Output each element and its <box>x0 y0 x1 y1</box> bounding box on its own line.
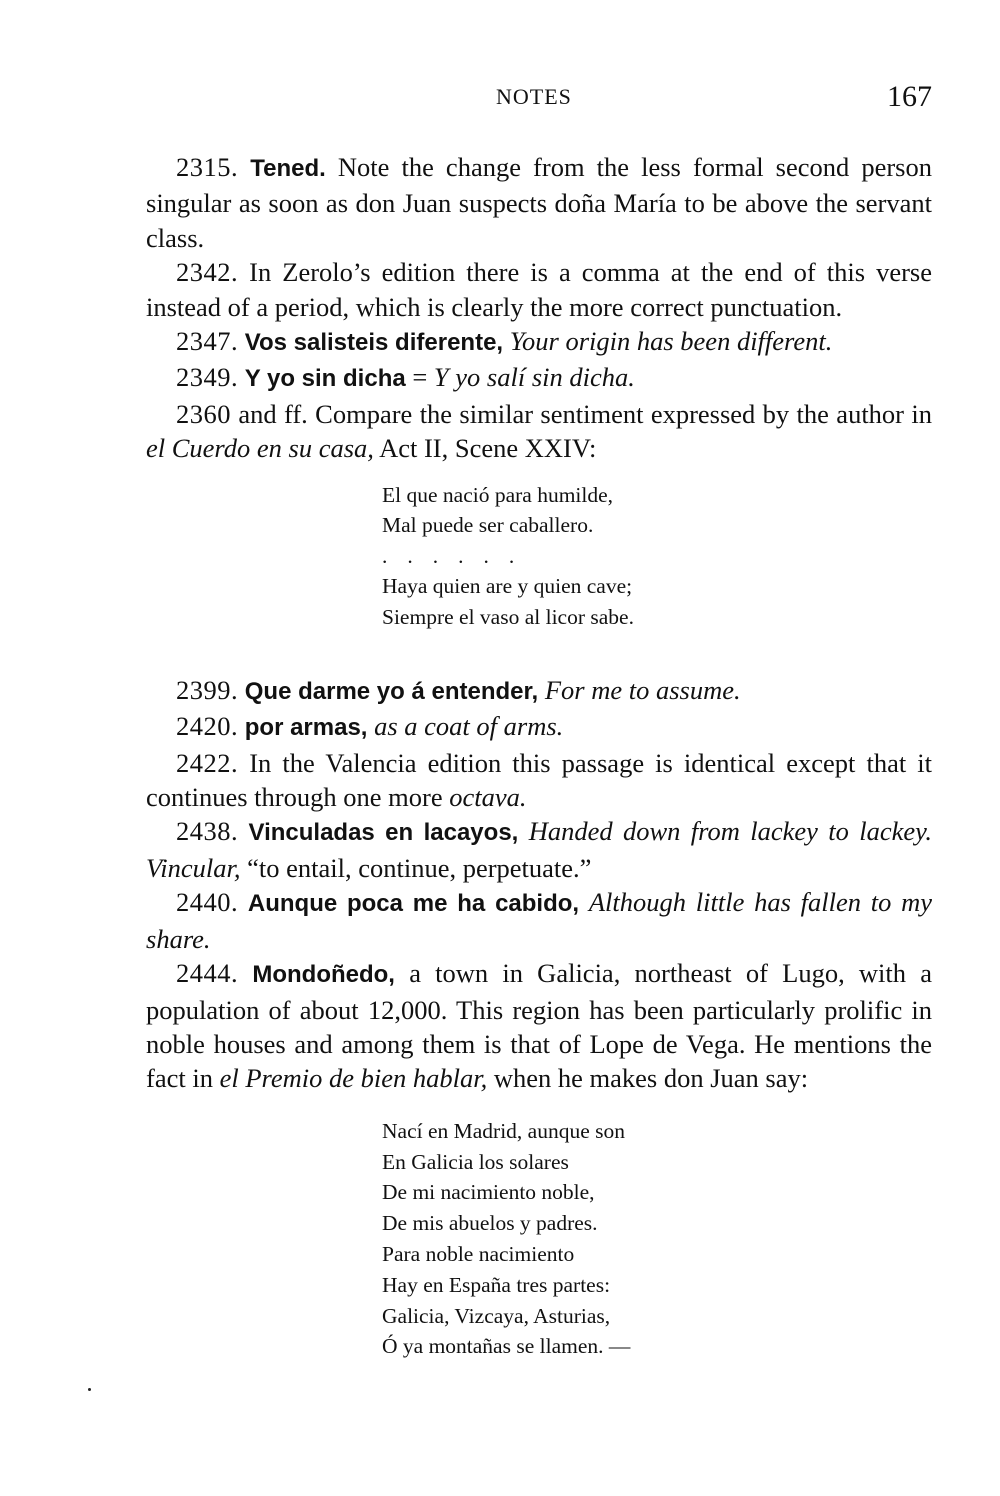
note-2440 <box>146 885 932 956</box>
lemma: por armas, <box>244 714 368 742</box>
verse-number: 2438. <box>176 816 239 847</box>
lemma: Vinculadas en lacayos, <box>248 819 519 847</box>
verse-line: Ó ya montañas se llamen. — <box>382 1334 631 1359</box>
gloss: Your origin has been different. <box>509 326 833 357</box>
note-2342 <box>146 255 932 324</box>
verse-number: 2349. <box>176 362 239 393</box>
gloss: Although little has fallen to my share. <box>146 887 932 954</box>
note-2438 <box>146 814 932 885</box>
note-text: In Zerolo’s edition there is a comma at the end of this verse instead of a period, which is clearly the more correct punctuation. <box>146 257 932 322</box>
note-2399 <box>146 673 932 709</box>
note-2347 <box>146 324 932 360</box>
notes-body <box>146 150 932 1362</box>
note-text: In the Valencia edition this passage is identical except that it continues through one more <box>146 747 932 813</box>
lemma: Mondoñedo, <box>252 961 395 989</box>
term: Vincular, <box>146 852 241 883</box>
note-2360 <box>146 397 932 466</box>
verse-number: 2347. <box>176 326 239 357</box>
lemma: Tened. <box>250 155 326 182</box>
note-text: when he makes don Juan say: <box>487 1063 809 1094</box>
verse-line: De mi nacimiento noble, <box>382 1180 595 1205</box>
verse-number: 2420. <box>176 711 239 742</box>
verse-number: 2422. <box>176 747 239 778</box>
lemma: Aunque poca me ha cabido, <box>247 890 580 918</box>
note-2420 <box>146 709 932 745</box>
verse-line: Galicia, Vizcaya, Asturias, <box>382 1303 611 1328</box>
verse-line: El que nació para humilde, <box>382 482 614 507</box>
verse-line: Mal puede ser caballero. <box>382 513 594 538</box>
term: octava. <box>449 782 527 813</box>
verse-line: Nací en Madrid, aunque son <box>382 1118 625 1143</box>
note-2315 <box>146 150 932 255</box>
verse-quotation <box>146 1116 932 1362</box>
verse-number: 2440. <box>176 887 239 918</box>
lemma: Vos salisteis diferente, <box>244 329 504 357</box>
lemma: Que darme yo á entender, <box>244 677 539 705</box>
note-2444 <box>146 956 932 1096</box>
gloss: as a coat of arms. <box>374 711 564 742</box>
note-text: Note the change from the less formal second person singular as soon as don Juan suspects doña María to be above the servant class. <box>146 152 933 253</box>
verse-number: 2342. <box>176 257 239 288</box>
verse-quotation <box>146 480 932 633</box>
spacer <box>146 633 932 673</box>
equals-sign: = <box>405 362 434 393</box>
gloss: Y yo salí sin dicha. <box>433 362 635 393</box>
verse-number: 2315. <box>176 152 239 182</box>
note-text: “to entail, continue, perpetuate.” <box>240 852 592 883</box>
gloss: Handed down from lackey to lackey. <box>528 816 933 847</box>
verse-line: Siempre el vaso al licor sabe. <box>382 605 634 630</box>
note-text: a town in Galicia, northeast of Lugo, with a population of about 12,000. This region has been particularly prolific in noble houses and among them is that of Lope de Vega. He mentions the fact in <box>146 958 932 1094</box>
note-text: Act II, Scene XXIV: <box>373 433 597 464</box>
verse-number: 2444. <box>176 958 239 989</box>
ellipsis-dots: ...... <box>382 544 535 569</box>
running-head: NOTES <box>496 84 572 109</box>
work-title: el Premio de bien hablar, <box>219 1063 488 1094</box>
note-2349 <box>146 360 932 396</box>
verse-number: 2360 <box>176 398 231 429</box>
note-text: and ff. Compare the similar sentiment expressed by the author in <box>231 398 932 429</box>
verse-line: En Galicia los solares <box>382 1149 569 1174</box>
page-number: 167 <box>887 80 932 113</box>
print-speck <box>88 1388 91 1391</box>
verse-line: Para noble nacimiento <box>382 1241 575 1266</box>
work-title: el Cuerdo en su casa, <box>146 433 374 464</box>
gloss: For me to assume. <box>544 674 741 705</box>
verse-number: 2399. <box>176 674 239 705</box>
note-2422 <box>146 746 932 815</box>
verse-line: Hay en España tres partes: <box>382 1272 611 1297</box>
lemma: Y yo sin dicha <box>244 365 406 393</box>
verse-line: De mis abuelos y padres. <box>382 1211 598 1236</box>
verse-line: Haya quien are y quien cave; <box>382 574 633 599</box>
page-header <box>0 80 1000 120</box>
